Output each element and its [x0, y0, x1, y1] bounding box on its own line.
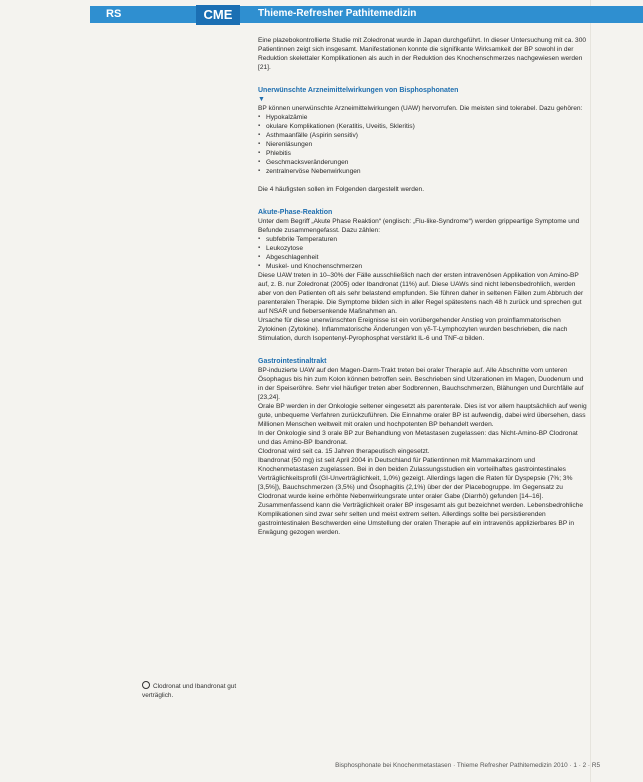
section-heading-uaw: Unerwünschte Arzneimittelwirkungen von Bisphosphonaten — [258, 87, 459, 94]
scan-artifact-line — [590, 0, 591, 782]
list-item: ▪ Muskel- und Knochenschmerzen — [258, 262, 588, 271]
section-heading-gastro: Gastrointestinaltrakt — [258, 358, 327, 365]
list-item: ▪ zentralnervöse Nebenwirkungen — [258, 167, 588, 176]
uaw-list — [258, 113, 588, 176]
margin-note — [142, 681, 242, 700]
section-heading-akut: Akute-Phase-Reaktion — [258, 209, 333, 216]
list-item: ▪ okulare Komplikationen (Keratitis, Uveitis, Skleritis) — [258, 122, 588, 131]
gastro-paragraph-1: BP-induzierte UAW auf den Magen-Darm-Trakt treten bei oraler Therapie auf. Alle Abschnitte vom unteren Ösophagus bis hin zum Kolon können betroffen sein. Beschrieben sind Ulzerationen im Magen, Duodenum und in der Speiseröhre. Sehr viel häufiger treten aber Sodbrennen, Bauchschmerzen, Blähungen und Durchfälle auf [23,24]. — [258, 367, 584, 401]
gastro-paragraph-6: Zusammenfassend kann die Verträglichkeit oraler BP insgesamt als gut bezeichnet werden. Lebensbedrohliche Komplikationen sind zwar sehr selten und meist extrem selten. Allerdings sollte bei persistierenden gastrointestinalen Beschwerden eine Umstellung der oralen Therapie auf ein intravenös applizierbares BP in Erwägung gezogen werden. — [258, 502, 583, 536]
cme-badge: CME — [196, 5, 240, 25]
gastro-paragraph-2: Orale BP werden in der Onkologie seltener eingesetzt als parenterale. Dies ist vor allem hauptsächlich auf wenig gute, unbequeme Verfahren zurückzuführen. Die Einnahme oraler BP ist aufwendig, dabei wird übersehen, dass Millionen Menschen weltweit mit oralen und hochpotenten BP behandelt werden. — [258, 403, 587, 428]
list-item: ▪ Asthmaanfälle (Aspirin sensitiv) — [258, 131, 588, 140]
list-item: ▪ Abgeschlagenheit — [258, 253, 588, 262]
list-item: ▪ Leukozytose — [258, 244, 588, 253]
list-item: ▪ Nierenläsungen — [258, 140, 588, 149]
page-number: RS — [106, 8, 122, 20]
akut-intro: Unter dem Begriff „Akute Phase Reaktion“ (englisch: „Flu-like-Syndrome“) werden grippeartige Symptome und Befunde zusammengefasst. Dazu zählen: — [258, 218, 580, 234]
list-item: ▪ Geschmacksveränderungen — [258, 158, 588, 167]
gastro-paragraph-4: Clodronat wird seit ca. 15 Jahren therapeutisch eingesetzt. — [258, 448, 430, 455]
uaw-intro: BP können unerwünschte Arzneimittelwirkungen (UAW) hervorrufen. Die meisten sind tolerabel. Dazu gehören: — [258, 105, 583, 112]
page-footer: Bisphosphonate bei Knochenmetastasen · Thieme Refresher Pathitemedizin 2010 · 1 · 2 · R5 — [335, 762, 600, 769]
list-item: ▪ subfebrile Temperaturen — [258, 235, 588, 244]
list-item: ▪ Phlebitis — [258, 149, 588, 158]
journal-title: Thieme-Refresher Pathitemedizin — [258, 8, 417, 19]
intro-paragraph: Eine plazebokontrollierte Studie mit Zoledronat wurde in Japan durchgeführt. In dieser Untersuchung mit ca. 300 Patientinnen zeigt sich insgesamt. Manifestationen konnte die signifikante Wirksamkeit der BP sowohl in der Reduktion skelettaler Komplikationen als auch in der Reduktion des Knochenschmerzes nachgewiesen werden [21]. — [258, 37, 587, 71]
akut-paragraph-1: Diese UAW treten in 10–30% der Fälle ausschließlich nach der ersten intravenösen Applikation von Amino-BP auf, z. B. nur Zoledronat (2005) oder Ibandronat (11%) auf. Diese UAWs sind nicht lebensbedrohlich, werden aber von den Patienten oft als sehr belastend empfunden. Sie führen daher in seltenen Fällen zum Abbruch der parenteralen Therapie. Die Symptome bilden sich in aller Regel spätestens nach 48 h zurück und sprechen gut auf NSAR und fiebersenkende Maßnahmen an. — [258, 272, 584, 315]
main-text-column — [258, 36, 588, 537]
gastro-paragraph-3: In der Onkologie sind 3 orale BP zur Behandlung von Metastasen zugelassen: das Nicht-Amino-BP Clodronat und das Amino-BP Ibandronat. — [258, 430, 578, 446]
section-arrow-icon: ▼ — [258, 96, 265, 103]
list-item: ▪ Hypokalzämie — [258, 113, 588, 122]
note-marker-icon — [142, 681, 150, 689]
uaw-closing: Die 4 häufigsten sollen im Folgenden dargestellt werden. — [258, 186, 425, 193]
gastro-paragraph-5: Ibandronat (50 mg) ist seit April 2004 in Deutschland für Patientinnen mit Mammakarzinom und Knochenmetastasen zugelassen. Bei in den beiden Zulassungsstudien ein vorteilhaftes gastrointestinales Verträglichkeitsprofil (GI-Unverträglichkeit, 1,0%) gezeigt. Allerdings lagen die Raten für Dyspepsie (7%; 3% [3,5%]), Bauchschmerzen (3,5%) und Ösophagitis (2,1%) über der der Placebogruppe. Im Gegensatz zu Clodronat wurde keine erhöhte Nebenwirkungsrate unter oraler Gabe (Diarrhö) gefunden [14–16]. — [258, 457, 573, 500]
akut-list — [258, 235, 588, 271]
akut-paragraph-2: Ursache für diese unerwünschten Ereignisse ist ein vorübergehender Anstieg von proinflammatorischen Zytokinen (Zytokine). Inflammatorische Änderungen von γδ-T-Lymphozyten wurden beschrieben, die nach Stimulation, durch Isopentenyl-Pyrophosphat verstärkt IL-6 und TNF-α bilden. — [258, 317, 568, 342]
margin-note-text: Clodronat und Ibandronat gut verträglich. — [142, 683, 237, 699]
